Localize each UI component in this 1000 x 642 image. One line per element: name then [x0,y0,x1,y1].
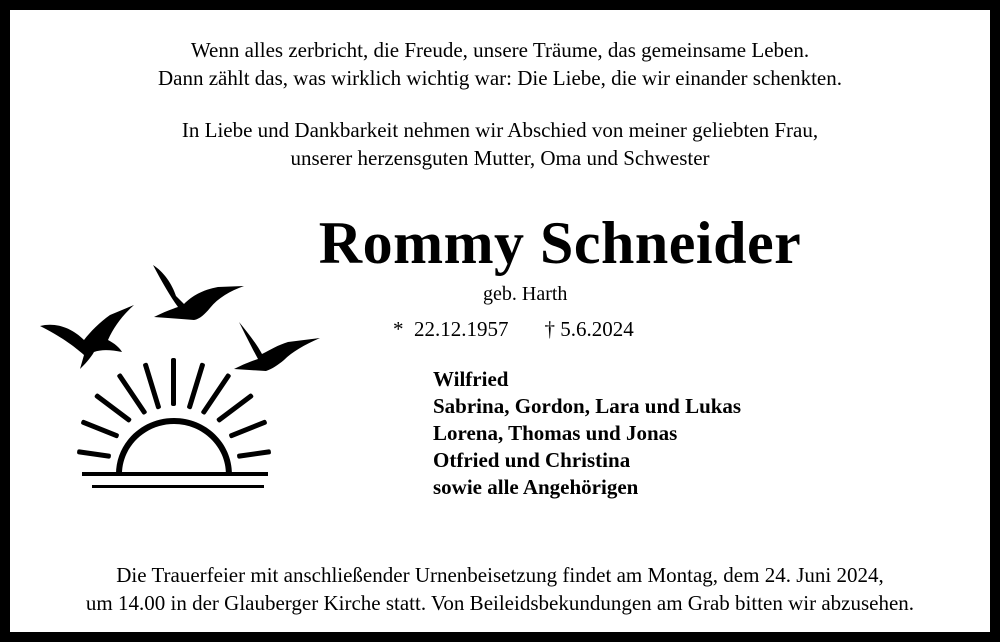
quote-line-1: Wenn alles zerbricht, die Freude, unsere Träume, das gemeinsame Leben. [190,38,810,62]
birth-date: * 22.12.1957 [393,317,509,341]
intro-line-2: unserer herzensguten Mutter, Oma und Schwester [290,146,710,170]
family-line: Otfried und Christina [433,448,631,472]
intro-line-1: In Liebe und Dankbarkeit nehmen wir Abschied von meiner geliebten Frau, [181,118,819,142]
life-dates [393,317,634,342]
quote-line-2: Dann zählt das, was wirklich wichtig war: Die Liebe, die wir einander schenkten. [157,66,843,90]
service-info [0,561,1000,617]
death-date: † 5.6.2024 [544,317,634,341]
family-line: sowie alle Angehörigen [433,475,639,499]
intro [0,116,1000,172]
service-line-1: Die Trauerfeier mit anschließender Urnenbeisetzung findet am Montag, dem 24. Juni 2024, [116,563,884,587]
sunset-with-birds-icon [38,258,328,498]
family-list [433,366,741,501]
quote [0,36,1000,92]
deceased-name: Rommy Schneider [318,210,802,276]
maiden-name: geb. Harth [483,283,568,305]
family-line: Wilfried [433,367,509,391]
family-line: Lorena, Thomas und Jonas [433,421,678,445]
service-line-2: um 14.00 in der Glauberger Kirche statt. Von Beileidsbekundungen am Grab bitten wir abzusehen. [85,591,915,615]
family-line: Sabrina, Gordon, Lara und Lukas [433,394,742,418]
